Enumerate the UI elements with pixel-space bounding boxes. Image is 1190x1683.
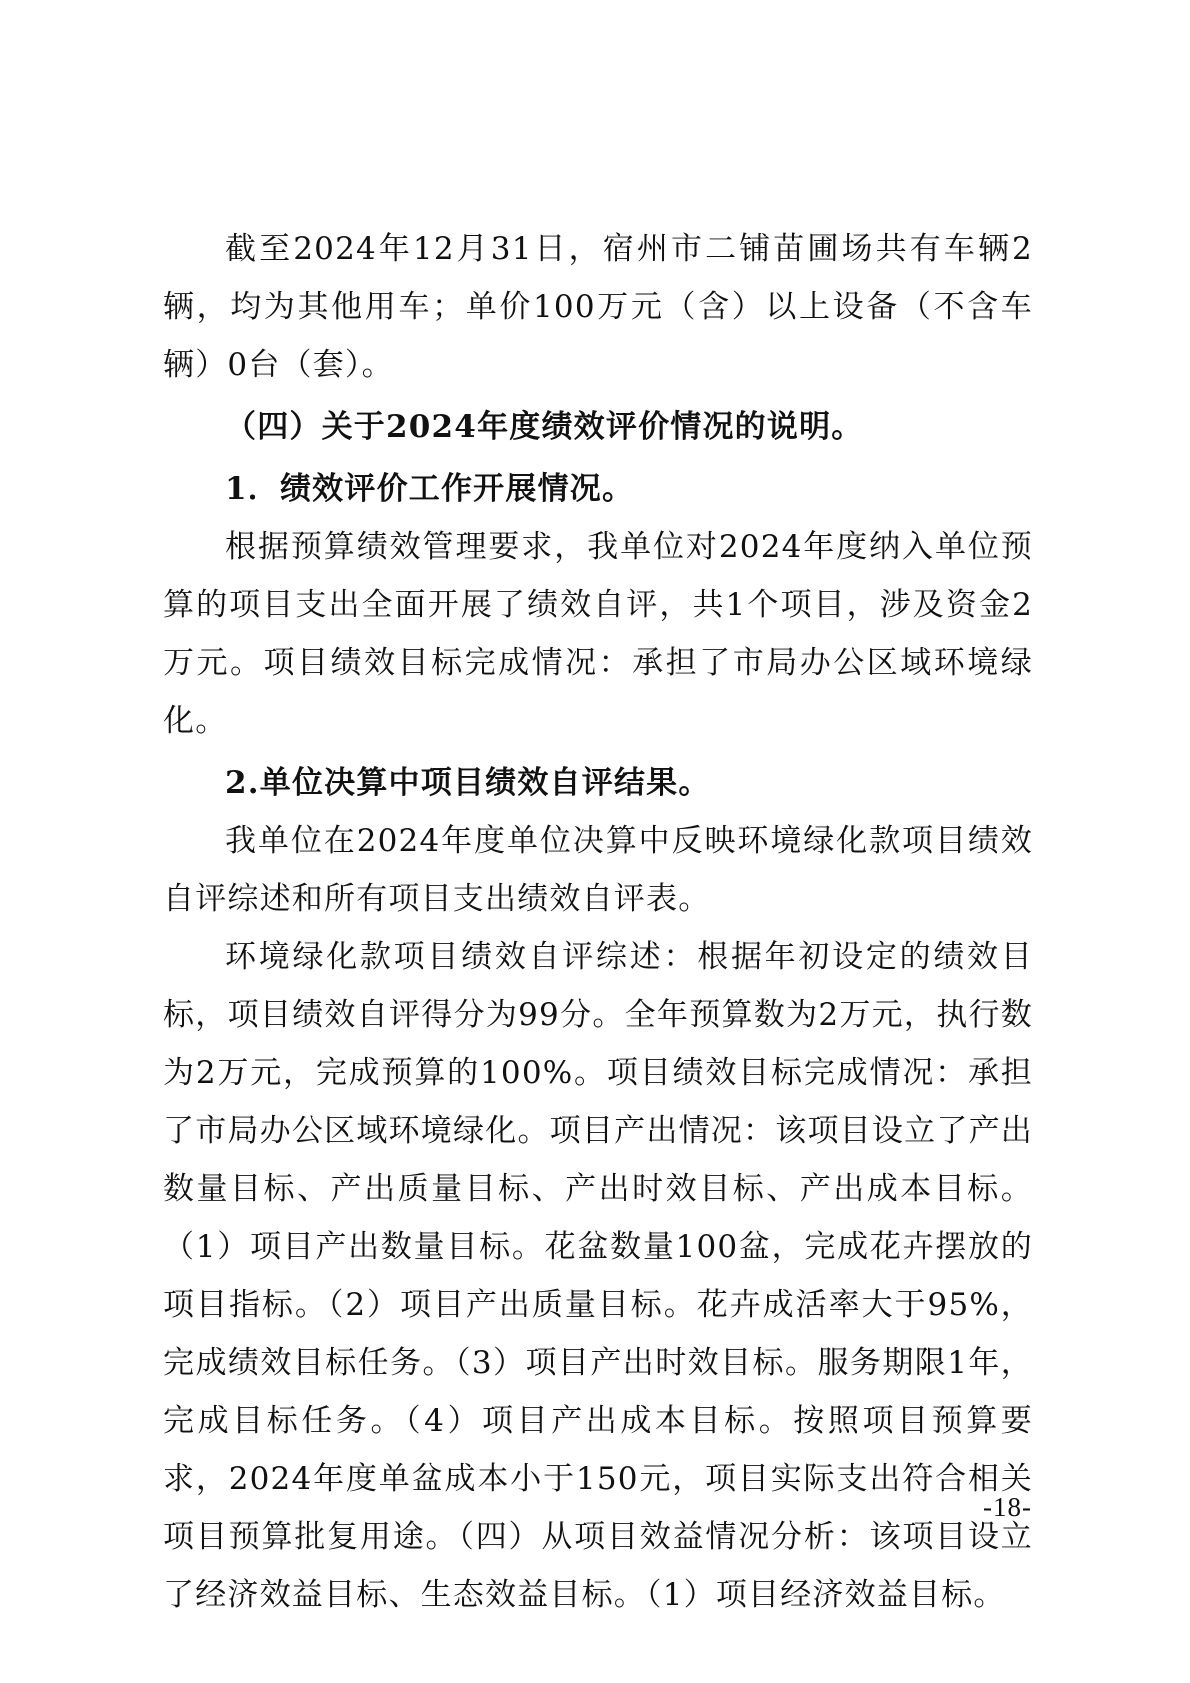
- subsection-heading-2: 2.单位决算中项目绩效自评结果。: [225, 765, 711, 801]
- paragraph-project-summary: 环境绿化款项目绩效自评综述：根据年初设定的绩效目标，项目绩效自评得分为99分。全年预算数为2万元，执行数为2万元，完成预算的100%。项目绩效目标完成情况：承担了市局办公区域环境绿化。项目产出情况：该项目设立了产出数量目标、产出质量目标、产出时效目标、产出成本目标。（1）项目产出数量目标。花盆数量100盆，完成花卉摆放的项目指标。（2）项目产出质量目标。花卉成活率大于95%，完成绩效目标任务。（3）项目产出时效目标。服务期限1年，完成目标任务。（4）项目产出成本目标。按照项目预算要求，2024年度单盆成本小于150元，项目实际支出符合相关项目预算批复用途。（四）从项目效益情况分析：该项目设立了经济效益目标、生态效益目标。（1）项目经济效益目标。: [163, 939, 1033, 1613]
- paragraph-vehicles: 截至2024年12月31日，宿州市二铺苗圃场共有车辆2辆，均为其他用车；单价100万元（含）以上设备（不含车辆）0台（套）。: [163, 231, 1033, 383]
- paragraph-self-evaluation: 我单位在2024年度单位决算中反映环境绿化款项目绩效自评综述和所有项目支出绩效自评表。: [163, 823, 1033, 917]
- paragraph-evaluation-work: 根据预算绩效管理要求，我单位对2024年度纳入单位预算的项目支出全面开展了绩效自评，共1个项目，涉及资金2万元。项目绩效目标完成情况：承担了市局办公区域环境绿化。: [163, 529, 1033, 739]
- page-number: -18-: [983, 1492, 1032, 1522]
- body-text: [163, 220, 1033, 1624]
- section-heading-4: （四）关于2024年度绩效评价情况的说明。: [225, 409, 864, 445]
- subsection-heading-1: 1．绩效评价工作开展情况。: [225, 471, 635, 507]
